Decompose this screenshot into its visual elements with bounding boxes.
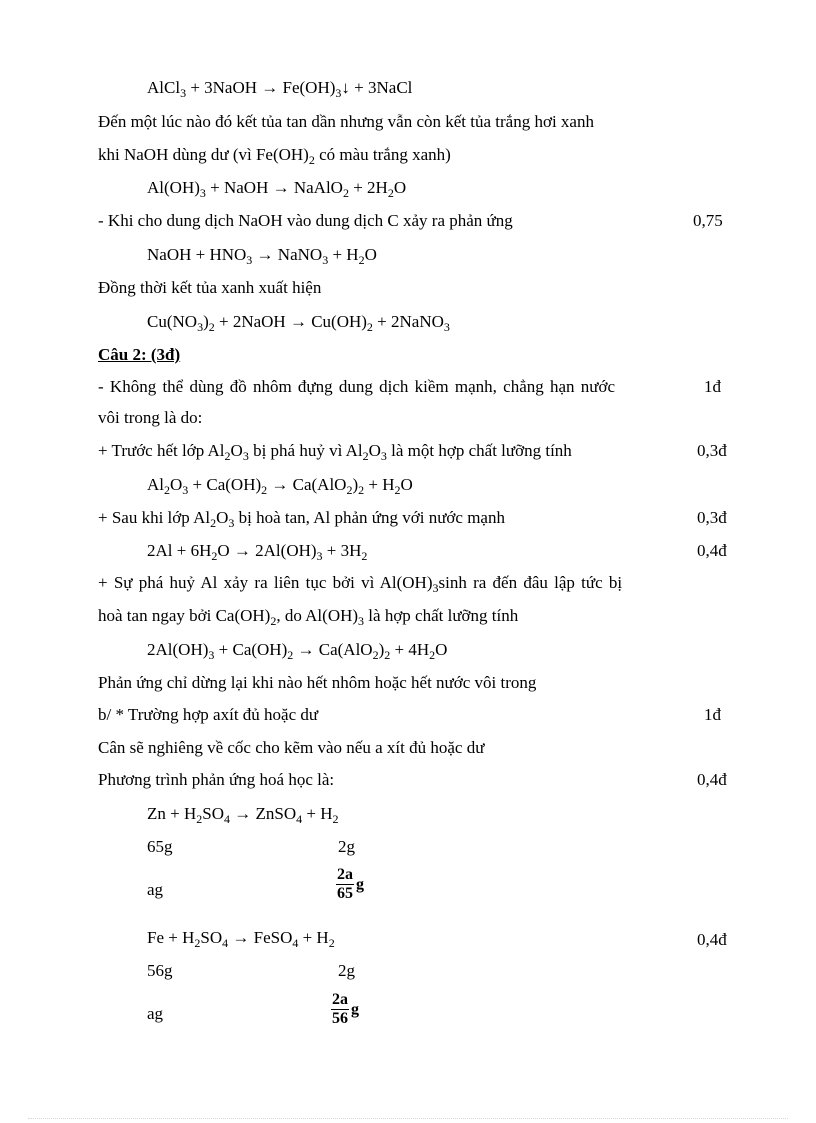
- score-value: 1đ: [704, 705, 721, 724]
- fraction-2a-56g: $\frac{2a}{56}$ g: [332, 991, 359, 1027]
- text-line: Đồng thời kết tủa xanh xuất hiện: [98, 278, 322, 297]
- text-line: Cân sẽ nghiêng về cốc cho kẽm vào nếu a xít đủ hoặc dư: [98, 738, 485, 757]
- text-line: khi NaOH dùng dư (vì $Fe(OH)_2$ có màu trắng xanh): [98, 145, 451, 167]
- equation-al-h2o: $2Al + 6H_2O \to 2Al(OH)_3 + 3H_2$: [147, 541, 368, 563]
- score-value: 1đ: [704, 377, 721, 396]
- text-line: - Khi cho dung dịch NaOH vào dung dịch C xảy ra phản ứng: [98, 211, 513, 230]
- fe-mass-left: 56g: [147, 961, 173, 980]
- score-value: 0,4đ: [697, 541, 727, 560]
- equation-al2o3-caoh2: $Al_2O_3 + Ca(OH)_2 \to Ca(AlO_2)_2 + H_2O$: [147, 475, 413, 497]
- text-line: Đến một lúc nào đó kết tủa tan dần nhưng vẫn còn kết tủa trắng hơi xanh: [98, 112, 594, 131]
- equation-fe-h2so4: $Fe + H_2SO_4$ → FeSO$_4$ + $H_2$: [147, 928, 335, 950]
- score-value: 0,3đ: [697, 441, 727, 460]
- text-line: b/ * Trường hợp axít đủ hoặc dư: [98, 705, 319, 724]
- equation-cuno3-naoh: $Cu(NO_3)_2$ + 2NaOH → $Cu(OH)_2$ + 2NaNO$_3$: [147, 312, 450, 334]
- heading-cau-2: Câu 2: (3đ): [98, 345, 181, 364]
- zn-ag-label: ag: [147, 880, 164, 899]
- text-line: + Sau khi lớp $Al_2O_3$ bị hoà tan, Al phản ứng với nước mạnh: [98, 508, 505, 530]
- text-line: + Trước hết lớp $Al_2O_3$ bị phá huỷ vì $Al_2O_3$ là một hợp chất lưỡng tính: [98, 441, 572, 463]
- text-line: Phương trình phản ứng hoá học là:: [98, 770, 335, 789]
- score-value: 0,4đ: [697, 930, 727, 949]
- text-line: - Không thể dùng đồ nhôm đựng dung dịch kiềm mạnh, chẳng hạn nước: [98, 377, 616, 396]
- fe-mass-right: 2g: [338, 961, 355, 980]
- equation-aloh3-naoh: $Al(OH)_3$ + NaOH → NaAlO$_2$ + $2H_2O$: [147, 178, 407, 200]
- equation-aloh3-caoh2: $2Al(OH)_3 + Ca(OH)_2 \to Ca(AlO_2)_2 + 4H_2O$: [147, 640, 448, 662]
- zn-mass-right: 2g: [338, 837, 355, 856]
- text-line: hoà tan ngay bởi $Ca(OH)_2$, do $Al(OH)_3$ là hợp chất lưỡng tính: [98, 606, 519, 628]
- zn-mass-left: 65g: [147, 837, 173, 856]
- text-line: vôi trong là do:: [98, 408, 203, 427]
- score-value: 0,3đ: [697, 508, 727, 527]
- equation-alcl3-naoh: AlCl$_3$ + 3NaOH → $Fe(OH)_3↓$ + 3NaCl: [147, 78, 413, 100]
- fe-ag-label: ag: [147, 1004, 164, 1023]
- text-line: + Sự phá huỷ Al xảy ra liên tục bởi vì $Al(OH)_3\sinh$ ra đến đâu lập tức bị: [98, 573, 623, 595]
- score-value: 0,75: [693, 211, 723, 230]
- fraction-2a-65g: $\frac{2a}{65}$ g: [337, 866, 364, 902]
- footer-divider: [28, 1118, 788, 1119]
- score-value: 0,4đ: [697, 770, 727, 789]
- equation-zn-h2so4: $Zn + H_2SO_4$ → ZnSO$_4$ + $H_2$: [147, 804, 339, 826]
- text-line: Phản ứng chỉ dừng lại khi nào hết nhôm hoặc hết nước vôi trong: [98, 673, 537, 692]
- equation-naoh-hno3: NaOH + $HNO_3$ → NaNO$_3$ + $H_2O$: [147, 245, 377, 267]
